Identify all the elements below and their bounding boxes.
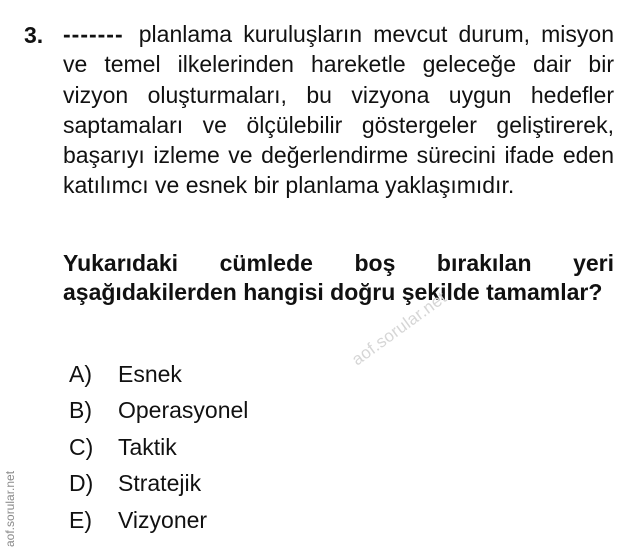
option-letter: C) bbox=[69, 433, 94, 460]
option-a[interactable] bbox=[69, 356, 248, 392]
option-d[interactable] bbox=[69, 465, 248, 501]
option-letter: B) bbox=[69, 397, 92, 424]
option-letter: A) bbox=[69, 361, 92, 387]
option-e[interactable] bbox=[69, 502, 248, 538]
question-prompt: Yukarıdaki cümlede boş bırakılan yeri aşağıdakilerden hangisi doğru şekilde tamamlar? bbox=[63, 250, 614, 305]
watermark-vertical: aof.sorular.net bbox=[3, 470, 17, 547]
question-stem bbox=[63, 19, 614, 201]
watermark-diagonal: aof.sorular.net bbox=[348, 287, 451, 370]
option-b[interactable] bbox=[69, 392, 248, 428]
option-text: Taktik bbox=[118, 433, 177, 460]
question-number: 3. bbox=[24, 22, 44, 48]
blank-placeholder: ------- bbox=[63, 21, 124, 47]
option-c[interactable] bbox=[69, 429, 248, 465]
option-text: Vizyoner bbox=[118, 506, 208, 533]
answer-options bbox=[69, 356, 248, 538]
stem-text: planlama kuruluşların mevcut durum, misyon ve temel ilkelerinden hareketle geleceğe dair bir vizyon oluşturmaları, bu vizyona uygun hedefler saptamaları ve ölçülebilir göstergeler geliştirerek, başarıyı izleme ve değerlendirme sürecini ifade eden katılımcı ve esnek bir planlama yaklaşımıdır. bbox=[63, 21, 615, 199]
option-text: Esnek bbox=[118, 361, 182, 387]
option-text: Operasyonel bbox=[118, 397, 249, 424]
option-text: Stratejik bbox=[118, 470, 202, 497]
option-letter: D) bbox=[69, 470, 94, 497]
option-letter: E) bbox=[69, 506, 92, 533]
